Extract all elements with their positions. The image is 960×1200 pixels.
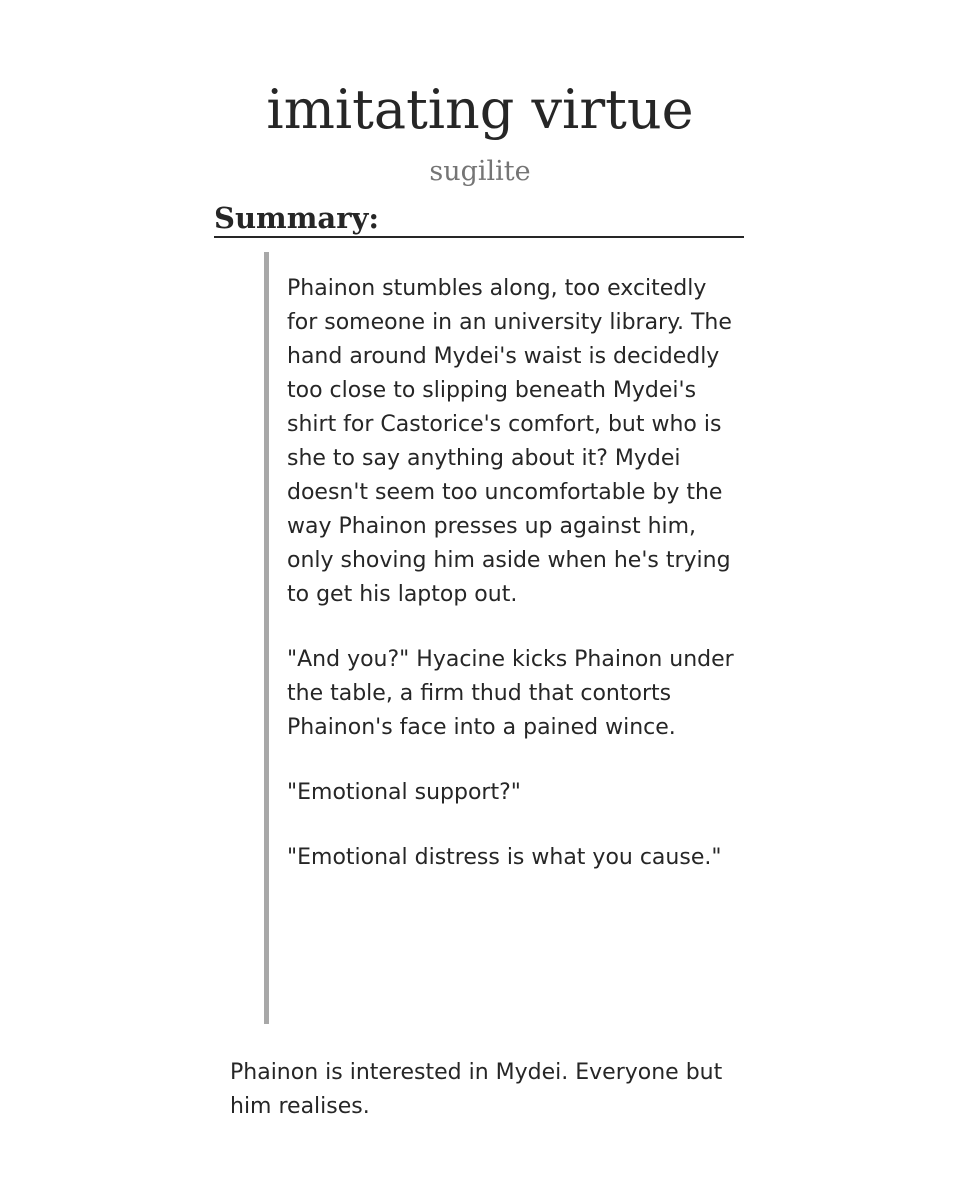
summary-paragraph: "And you?" Hyacine kicks Phainon under the table, a firm thud that contorts Phainon's face into a pained wince.	[287, 647, 734, 740]
work-author[interactable]: sugilite	[429, 156, 531, 187]
summary-blockquote	[264, 252, 734, 1024]
summary-paragraph: Phainon stumbles along, too excitedly for someone in an university library. The hand around Mydei's waist is decidedly too close to slipping beneath Mydei's shirt for Castorice's comfort, but who is she to say anything about it? Mydei doesn't seem too uncomfortable by the way Phainon presses up against him, only shoving him aside when he's trying to get his laptop out.	[287, 276, 732, 607]
summary-paragraph: "Emotional support?"	[287, 780, 521, 805]
summary-heading: Summary:	[214, 200, 744, 238]
summary-paragraph: "Emotional distress is what you cause."	[287, 845, 722, 870]
summary-closing-text: Phainon is interested in Mydei. Everyone but him realises.	[230, 1060, 723, 1119]
work-title: imitating virtue	[266, 78, 694, 141]
